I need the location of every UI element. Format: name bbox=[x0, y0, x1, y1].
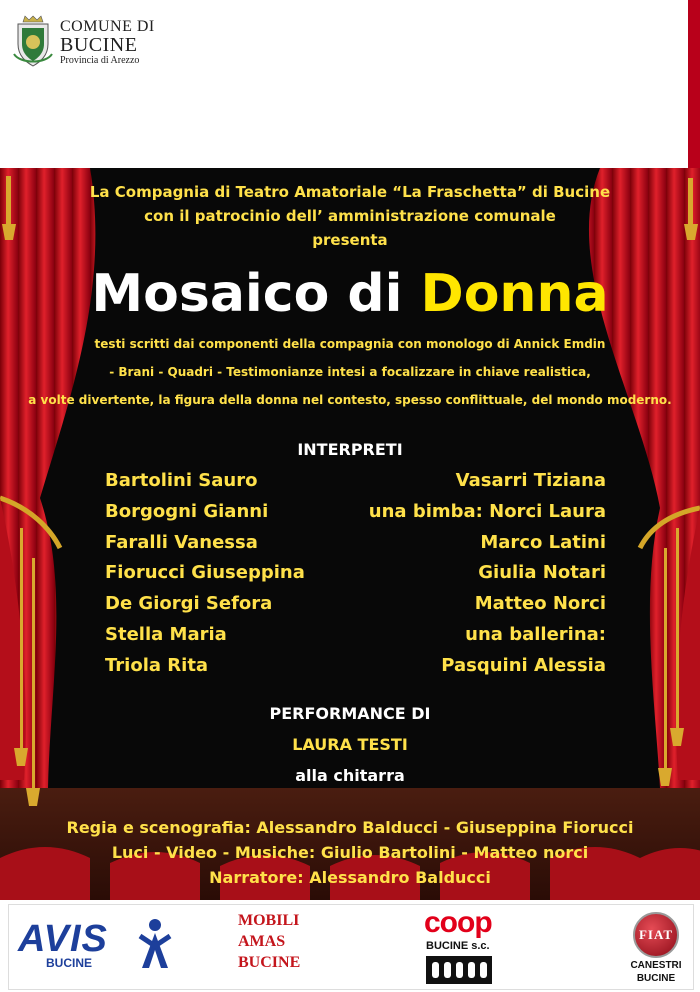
theater-stage bbox=[0, 168, 700, 900]
header bbox=[0, 0, 700, 168]
coop-logo-subtitle: BUCINE s.c. bbox=[426, 940, 490, 952]
performer-name: LAURA TESTI bbox=[292, 735, 408, 754]
cast-member: Fiorucci Giuseppina bbox=[105, 562, 305, 584]
cast-right-column bbox=[369, 466, 606, 682]
performer-role: alla chitarra bbox=[295, 766, 405, 785]
intro-line-2: con il patrocinio dell’ amministrazione comunale bbox=[144, 207, 556, 225]
cast-member: Pasquini Alessia bbox=[441, 654, 606, 676]
cast-left-column bbox=[105, 466, 305, 682]
event-title-accent: Donna bbox=[420, 264, 609, 324]
cast-member: Triola Rita bbox=[105, 654, 209, 676]
fiat-dealer-line-1: CANESTRI bbox=[630, 960, 682, 971]
description-line-1: - Brani - Quadri - Testimonianze intesi a focalizzare in chiave realistica, bbox=[109, 365, 591, 379]
municipality-line-2: BUCINE bbox=[60, 34, 138, 56]
cast-member: Giulia Notari bbox=[478, 562, 606, 584]
poster-content bbox=[0, 168, 700, 900]
cast-member: De Giorgi Sefora bbox=[105, 593, 273, 615]
avis-logo-subtitle: BUCINE bbox=[46, 956, 93, 970]
curtain-edge-decoration bbox=[688, 0, 700, 168]
cast-member: Bartolini Sauro bbox=[105, 470, 258, 491]
amas-line-2: AMAS bbox=[238, 933, 286, 950]
fiat-badge-icon bbox=[633, 912, 679, 958]
event-title-main: Mosaico di bbox=[91, 264, 421, 324]
amas-line-1: MOBILI bbox=[238, 912, 300, 929]
description-line-2: a volte divertente, la figura della donna nel contesto, spesso conflittuale, del mondo moderno. bbox=[28, 393, 672, 407]
avis-logo bbox=[18, 918, 178, 978]
intro-line-3: presenta bbox=[312, 231, 388, 249]
coop-bars-icon bbox=[426, 956, 492, 984]
municipality-province: Provincia di Arezzo bbox=[60, 55, 140, 66]
fiat-logo bbox=[620, 912, 692, 988]
municipality-name bbox=[60, 18, 155, 67]
avis-logo-text: AVIS bbox=[18, 918, 108, 960]
cast-member: Marco Latini bbox=[480, 531, 606, 553]
cast-member: una bimba: Norci Laura bbox=[368, 500, 606, 522]
credits-line-1: Regia e scenografia: Alessandro Balducci - Giuseppina Fiorucci bbox=[66, 818, 634, 837]
cast-member: Borgogni Gianni bbox=[105, 500, 269, 522]
cast-heading: INTERPRETI bbox=[297, 440, 403, 459]
subtitle: testi scritti dai componenti della compagnia con monologo di Annick Emdin bbox=[94, 337, 606, 351]
performance-heading: PERFORMANCE DI bbox=[269, 704, 431, 723]
mobili-amas-logo bbox=[238, 910, 300, 973]
credits-line-3: Narratore: Alessandro Balducci bbox=[209, 868, 491, 887]
event-title bbox=[0, 264, 700, 324]
avis-figure-icon bbox=[138, 918, 172, 974]
fiat-logo-text: FIAT bbox=[638, 927, 674, 942]
amas-line-3: BUCINE bbox=[238, 954, 301, 971]
coop-logo-text: coop bbox=[424, 906, 492, 939]
cast-member: una ballerina: bbox=[465, 623, 606, 645]
cast-member: Faralli Vanessa bbox=[105, 531, 258, 553]
fiat-dealer-line-2: BUCINE bbox=[636, 973, 676, 984]
town-crest-icon bbox=[10, 14, 56, 68]
coop-logo bbox=[420, 906, 500, 988]
cast-member: Stella Maria bbox=[105, 623, 227, 645]
cast-member: Vasarri Tiziana bbox=[455, 470, 606, 491]
intro-line-1: La Compagnia di Teatro Amatoriale “La Fraschetta” di Bucine bbox=[89, 183, 611, 201]
credits-line-2: Luci - Video - Musiche: Giulio Bartolini - Matteo norci bbox=[111, 843, 589, 862]
sponsors-bar bbox=[0, 900, 700, 992]
cast-member: Matteo Norci bbox=[474, 593, 606, 615]
municipality-line-1: COMUNE DI bbox=[60, 18, 155, 35]
